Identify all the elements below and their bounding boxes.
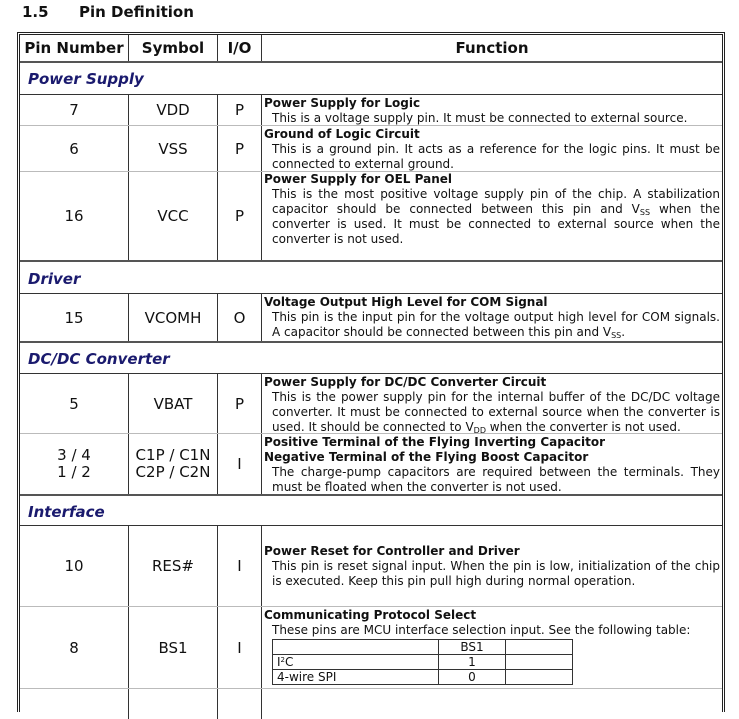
- subscript: SS: [639, 208, 651, 217]
- pin-symbol: VBAT: [129, 374, 218, 433]
- section-row-power-supply: [20, 63, 722, 95]
- section-number: 1.5: [22, 3, 49, 21]
- pin-function: [262, 172, 722, 260]
- interface-selection-table: [272, 639, 573, 685]
- subtable-bs1-value: 0: [439, 670, 506, 685]
- table-row-bs1: [20, 607, 722, 689]
- description-text: This is the most positive voltage supply pin of the chip. A stabilization capacitor should be connected between this pin and V: [272, 187, 720, 216]
- table-row-next: [20, 689, 722, 719]
- pin-number: 5: [20, 374, 129, 433]
- pin-io: O: [218, 294, 262, 341]
- function-title: Power Supply for OEL Panel: [264, 172, 452, 186]
- pin-function: [262, 126, 722, 171]
- function-description: [264, 390, 720, 435]
- pin-function: [262, 526, 722, 606]
- section-row-interface: [20, 498, 722, 526]
- subtable-header-bs1: BS1: [439, 640, 506, 655]
- pin-io: I: [218, 607, 262, 688]
- pin-function: [262, 294, 722, 341]
- pin-number-line: 3 / 4: [57, 446, 91, 464]
- pin-number: 16: [20, 172, 129, 260]
- pin-function: [262, 374, 722, 433]
- pin-io: P: [218, 95, 262, 125]
- table-row-vcc: [20, 172, 722, 262]
- subtable-interface-name: 4-wire SPI: [273, 670, 439, 685]
- function-title: Power Supply for Logic: [264, 96, 421, 110]
- function-title: Negative Terminal of the Flying Boost Capacitor: [264, 450, 589, 464]
- table-row-vbat: [20, 374, 722, 434]
- pin-symbol: RES#: [129, 526, 218, 606]
- subtable-corner-cell: [273, 640, 439, 655]
- subtable-empty-cell: [506, 640, 573, 655]
- pin-symbol-line: C2P / C2N: [135, 463, 211, 481]
- function-title: Ground of Logic Circuit: [264, 127, 420, 141]
- subtable-row-i2c: [273, 655, 573, 670]
- section-label: Power Supply: [28, 69, 144, 88]
- interface-name-text: I: [277, 655, 281, 669]
- function-description: The charge-pump capacitors are required between the terminals. They must be floated when the converter is not used.: [272, 465, 720, 494]
- function-description: This is a voltage supply pin. It must be connected to external source.: [272, 111, 688, 125]
- description-text: This is the power supply pin for the internal buffer of the DC/DC voltage converter. It must be connected to external source when the converter is used. It should be connected to V: [272, 390, 720, 434]
- function-title: Power Supply for DC/DC Converter Circuit: [264, 375, 547, 389]
- pin-number: 15: [20, 294, 129, 341]
- function-description: This is a ground pin. It acts as a reference for the logic pins. It must be connected to external ground.: [272, 142, 720, 171]
- pin-definition-table: [17, 32, 725, 712]
- table-row-flying-capacitors: [20, 434, 722, 496]
- table-row-res: [20, 526, 722, 607]
- pin-number: 8: [20, 607, 129, 688]
- section-label: DC/DC Converter: [28, 350, 170, 368]
- pin-number: [20, 434, 129, 494]
- header-io: I/O: [218, 35, 262, 61]
- pin-function: [262, 607, 722, 688]
- pin-io: I: [218, 526, 262, 606]
- section-label: Driver: [28, 269, 81, 288]
- pin-symbol: [129, 434, 218, 494]
- table-header-row: [20, 35, 722, 63]
- table-row-vdd: [20, 95, 722, 126]
- pin-io: I: [218, 434, 262, 494]
- pin-symbol: VCOMH: [129, 294, 218, 341]
- pin-io: P: [218, 172, 262, 260]
- pin-symbol: [129, 689, 218, 719]
- superscript: 2: [280, 656, 286, 664]
- pin-symbol-line: C1P / C1N: [135, 446, 211, 464]
- table-row-vss: [20, 126, 722, 172]
- pin-number: 7: [20, 95, 129, 125]
- section-title: Pin Definition: [79, 3, 194, 21]
- function-description: These pins are MCU interface selection input. See the following table:: [272, 623, 691, 637]
- description-text: when the converter is not used.: [485, 420, 681, 434]
- section-row-dcdc-converter: [20, 345, 722, 374]
- section-heading: [22, 3, 194, 21]
- interface-name-text: C: [285, 655, 294, 669]
- subscript: SS: [611, 331, 622, 340]
- pin-number-line: 1 / 2: [57, 463, 91, 481]
- pin-io: [218, 689, 262, 719]
- pin-io: P: [218, 126, 262, 171]
- function-title: Voltage Output High Level for COM Signal: [264, 295, 548, 309]
- pin-number: 10: [20, 526, 129, 606]
- pin-symbol: VCC: [129, 172, 218, 260]
- subtable-empty-cell: [506, 670, 573, 685]
- pin-symbol: VDD: [129, 95, 218, 125]
- subscript: DD: [473, 426, 486, 435]
- table-row-vcomh: [20, 294, 722, 343]
- section-row-driver: [20, 264, 722, 294]
- function-description: This pin is reset signal input. When the pin is low, initialization of the chip is executed. Keep this pin pull high during normal operation.: [272, 559, 720, 588]
- pin-symbol: VSS: [129, 126, 218, 171]
- header-function: Function: [455, 39, 529, 57]
- function-title: Positive Terminal of the Flying Inverting Capacitor: [264, 435, 606, 449]
- pin-number: [20, 689, 129, 719]
- subtable-header-row: [273, 640, 573, 655]
- section-label: Interface: [28, 502, 105, 521]
- header-pin-number: Pin Number: [20, 35, 129, 61]
- subtable-row-4wire-spi: [273, 670, 573, 685]
- pin-symbol: BS1: [129, 607, 218, 688]
- subtable-interface-name: [273, 655, 439, 670]
- function-title: Communicating Protocol Select: [264, 608, 477, 622]
- pin-function: [262, 434, 722, 494]
- header-symbol: Symbol: [129, 35, 218, 61]
- function-title: Power Reset for Controller and Driver: [264, 544, 520, 558]
- function-description: [264, 310, 720, 340]
- description-text: .: [621, 325, 626, 339]
- pin-io: P: [218, 374, 262, 433]
- pin-function: [262, 95, 722, 125]
- subtable-bs1-value: 1: [439, 655, 506, 670]
- pin-number: 6: [20, 126, 129, 171]
- description-text: This pin is the input pin for the voltage output high level for COM signals. A capacitor should be connected between this pin and V: [272, 310, 720, 339]
- subtable-empty-cell: [506, 655, 573, 670]
- function-description: [264, 187, 720, 247]
- description-text: when the converter is used. It must be connected to external source when the converter is not used.: [272, 202, 720, 246]
